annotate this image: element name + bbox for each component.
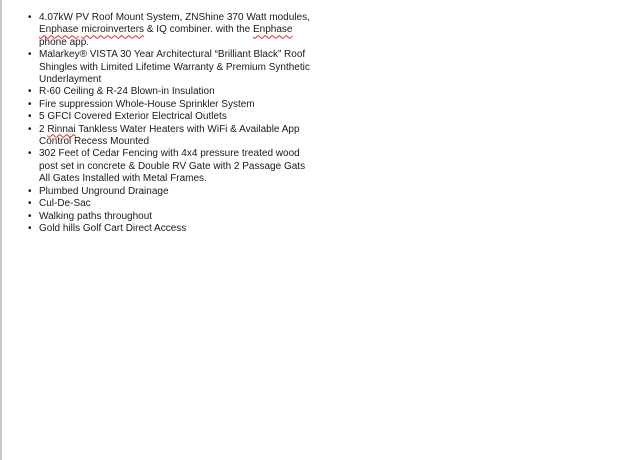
misspelled-word: Enphase <box>39 24 79 36</box>
list-item <box>28 211 318 223</box>
document-body[interactable] <box>28 12 318 235</box>
list-item-text: Fire suppression Whole-House Sprinkler System <box>39 98 255 110</box>
list-item <box>28 86 318 98</box>
list-item <box>28 124 318 149</box>
list-item <box>28 99 318 111</box>
list-item-text: Walking paths throughout <box>39 210 153 222</box>
misspelled-word: microinverters <box>81 24 145 36</box>
list-item-text: Malarkey® VISTA 30 Year Architectural “Brilliant Black” Roof Shingles with Limited Lifetime Warranty & Premium Synthetic Underlayment <box>39 49 310 86</box>
list-item <box>28 223 318 235</box>
list-item-text: 2 <box>39 123 48 135</box>
misspelled-word: Rinnai <box>47 123 76 135</box>
list-item-text: 302 Feet of Cedar Fencing with 4x4 pressure treated wood post set in concrete & Double RV Gate with 2 Passage Gats All Gates Installed with Metal Frames. <box>39 148 306 185</box>
list-item-text: & IQ combiner. with the <box>144 24 253 36</box>
list-item-text: 4.07kW PV Roof Mount System, ZNShine 370 Watt modules, <box>39 12 310 23</box>
list-item-text: 5 GFCI Covered Exterior Electrical Outlets <box>39 111 227 123</box>
list-item-text: Cul-De-Sac <box>39 198 91 210</box>
page-left-edge <box>0 0 2 460</box>
list-item-text: Plumbed Unground Drainage <box>39 185 169 197</box>
list-item <box>28 148 318 185</box>
list-item-text: phone app. <box>39 36 90 48</box>
list-item-text: Tankless Water Heaters with WiFi & Available App Control Recess Mounted <box>39 123 300 148</box>
list-item <box>28 49 318 86</box>
misspelled-word: Enphase <box>253 24 293 36</box>
bullet-list <box>28 12 318 235</box>
list-item-text: R-60 Ceiling & R-24 Blown-in Insulation <box>39 86 215 98</box>
list-item <box>28 12 318 49</box>
list-item <box>28 198 318 210</box>
list-item <box>28 111 318 123</box>
list-item <box>28 186 318 198</box>
list-item-text: Gold hills Golf Cart Direct Access <box>39 222 187 234</box>
